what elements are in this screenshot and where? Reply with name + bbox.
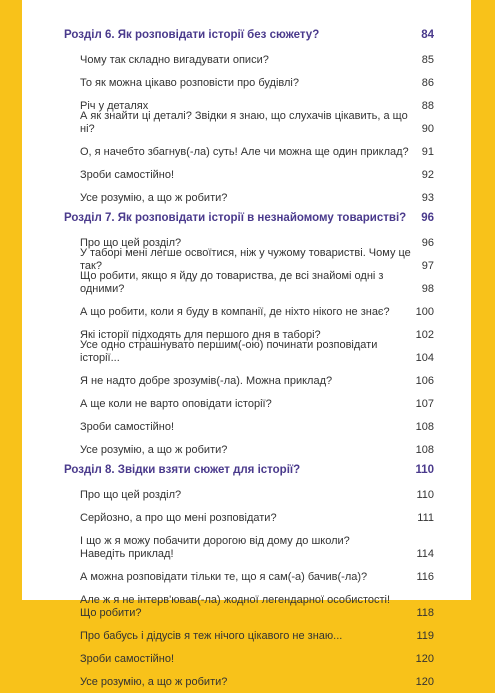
- toc-section-entry: [64, 110, 434, 136]
- section-title-line: Серйозно, а про що мені розповідати?: [80, 512, 277, 524]
- page-number: 85: [421, 54, 434, 66]
- section-title: [80, 398, 416, 411]
- section-title: [80, 270, 422, 296]
- page-number: 107: [415, 398, 434, 410]
- page-number: 90: [421, 123, 434, 135]
- section-title-line: І що ж я можу побачити дорогою від дому до школи?: [80, 535, 350, 547]
- section-title-line: У таборі мені легше освоїтися, ніж у чужому товаристві. Чому це так?: [80, 247, 411, 272]
- section-title: [80, 444, 416, 457]
- toc-chapter-entry: [64, 461, 434, 477]
- section-title: [80, 571, 416, 584]
- section-title: [80, 306, 416, 319]
- section-title-line: Що робити, якщо я йду до товариства, де всі знайомі одні з одними?: [80, 270, 384, 295]
- toc-section-entry: [64, 506, 434, 525]
- page-number: 106: [415, 375, 434, 387]
- section-title: [80, 110, 422, 136]
- page-number: 93: [421, 192, 434, 204]
- section-title-line: Усе одно страшнувато першим(-ою) починати розповідати історії...: [80, 339, 378, 364]
- section-title-line: Які історії підходять для першого дня в таборі?: [80, 329, 321, 341]
- section-title: [80, 535, 416, 561]
- book-page: [22, 0, 471, 688]
- section-title-line: О, я начебто збагнув(-ла) суть! Але чи можна ще один приклад?: [80, 146, 409, 158]
- page-number: 108: [415, 421, 434, 433]
- toc-section-entry: [64, 670, 434, 689]
- toc-section-entry: [64, 186, 434, 205]
- page-number: 91: [421, 146, 434, 158]
- toc-section-entry: [64, 565, 434, 584]
- section-title: [80, 146, 422, 159]
- section-title-line: А можна розповідати тільки те, що я сам(-а) бачив(-ла)?: [80, 571, 368, 583]
- section-title-line: Річ у деталях: [80, 100, 149, 112]
- section-title: [80, 169, 422, 182]
- section-title: [80, 653, 416, 666]
- page-number: 104: [415, 352, 434, 364]
- page-number: 116: [416, 571, 434, 583]
- page-number: 111: [417, 512, 434, 524]
- section-title: [80, 594, 416, 620]
- toc-section-entry: [64, 270, 434, 296]
- toc-section-entry: [64, 624, 434, 643]
- page-number: 96: [421, 237, 434, 249]
- toc-section-entry: [64, 369, 434, 388]
- page-number: 118: [416, 607, 434, 619]
- page-number: 96: [421, 212, 434, 224]
- chapter-title: Розділ 6. Як розповідати історії без сюжету?: [64, 29, 320, 41]
- section-title-line: Про що цей розділ?: [80, 489, 182, 501]
- section-title-line: Зроби самостійно!: [80, 169, 175, 181]
- toc-section-entry: [64, 415, 434, 434]
- page-number: 120: [415, 653, 434, 665]
- toc-section-entry: [64, 339, 434, 365]
- page-number: 98: [421, 283, 434, 295]
- table-of-contents: [64, 26, 434, 693]
- toc-section-entry: [64, 483, 434, 502]
- section-title-line: Усе розумію, а що ж робити?: [80, 676, 228, 688]
- section-title: [80, 676, 416, 689]
- section-title-line: Про бабусь і дідусів я теж нічого цікавого не знаю...: [80, 630, 343, 642]
- section-title: [80, 339, 416, 365]
- section-title-line: Про що цей розділ?: [80, 237, 182, 249]
- toc-section-entry: [64, 588, 434, 620]
- section-title-line: Я не надто добре зрозумів(-ла). Можна приклад?: [80, 375, 333, 387]
- page-number: 120: [415, 676, 434, 688]
- chapter-title: Розділ 7. Як розповідати історії в незнайомому товаристві?: [64, 212, 407, 224]
- toc-section-entry: [64, 647, 434, 666]
- toc-section-entry: [64, 71, 434, 90]
- section-title: [80, 630, 416, 643]
- section-title-line: Що робити?: [80, 607, 142, 619]
- toc-chapter-entry: [64, 209, 434, 225]
- section-title: [80, 421, 416, 434]
- page-number: 88: [421, 100, 434, 112]
- page-number: 86: [421, 77, 434, 89]
- section-title-line: Наведіть приклад!: [80, 548, 174, 560]
- section-title-line: А ще коли не варто оповідати історії?: [80, 398, 272, 410]
- section-title: [80, 77, 422, 90]
- page-number: 92: [421, 169, 434, 181]
- section-title-line: Але ж я не інтерв'ював(-ла) жодної легендарної особистості!: [80, 594, 391, 606]
- section-title-line: То як можна цікаво розповісти про будівлі?: [80, 77, 299, 89]
- section-title: [80, 489, 416, 502]
- section-title-line: Чому так складно вигадувати описи?: [80, 54, 269, 66]
- section-title-line: А що робити, коли я буду в компанії, де ніхто нікого не знає?: [80, 306, 390, 318]
- section-title-line: Зроби самостійно!: [80, 421, 175, 433]
- chapter-title: Розділ 8. Звідки взяти сюжет для історії?: [64, 464, 301, 476]
- page-number: 110: [415, 464, 434, 476]
- page-number: 97: [421, 260, 434, 272]
- toc-section-entry: [64, 48, 434, 67]
- section-title: [80, 512, 417, 525]
- section-title-line: Зроби самостійно!: [80, 653, 175, 665]
- toc-section-entry: [64, 163, 434, 182]
- toc-chapter-entry: [64, 26, 434, 42]
- section-title: [80, 375, 416, 388]
- page-number: 108: [415, 444, 434, 456]
- page-number: 119: [416, 630, 434, 642]
- page-number: 114: [416, 548, 434, 560]
- section-title: [80, 192, 422, 205]
- section-title-line: Усе розумію, а що ж робити?: [80, 192, 228, 204]
- toc-section-entry: [64, 392, 434, 411]
- toc-section-entry: [64, 529, 434, 561]
- toc-section-entry: [64, 140, 434, 159]
- page-number: 100: [415, 306, 434, 318]
- page-number: 102: [415, 329, 434, 341]
- section-title-line: А як знайти ці деталі? Звідки я знаю, що слухачів цікавить, а що ні?: [80, 110, 408, 135]
- section-title: [80, 54, 422, 67]
- section-title-line: Усе розумію, а що ж робити?: [80, 444, 228, 456]
- page-number: 110: [416, 489, 434, 501]
- toc-section-entry: [64, 438, 434, 457]
- toc-section-entry: [64, 300, 434, 319]
- page-number: 84: [421, 29, 434, 41]
